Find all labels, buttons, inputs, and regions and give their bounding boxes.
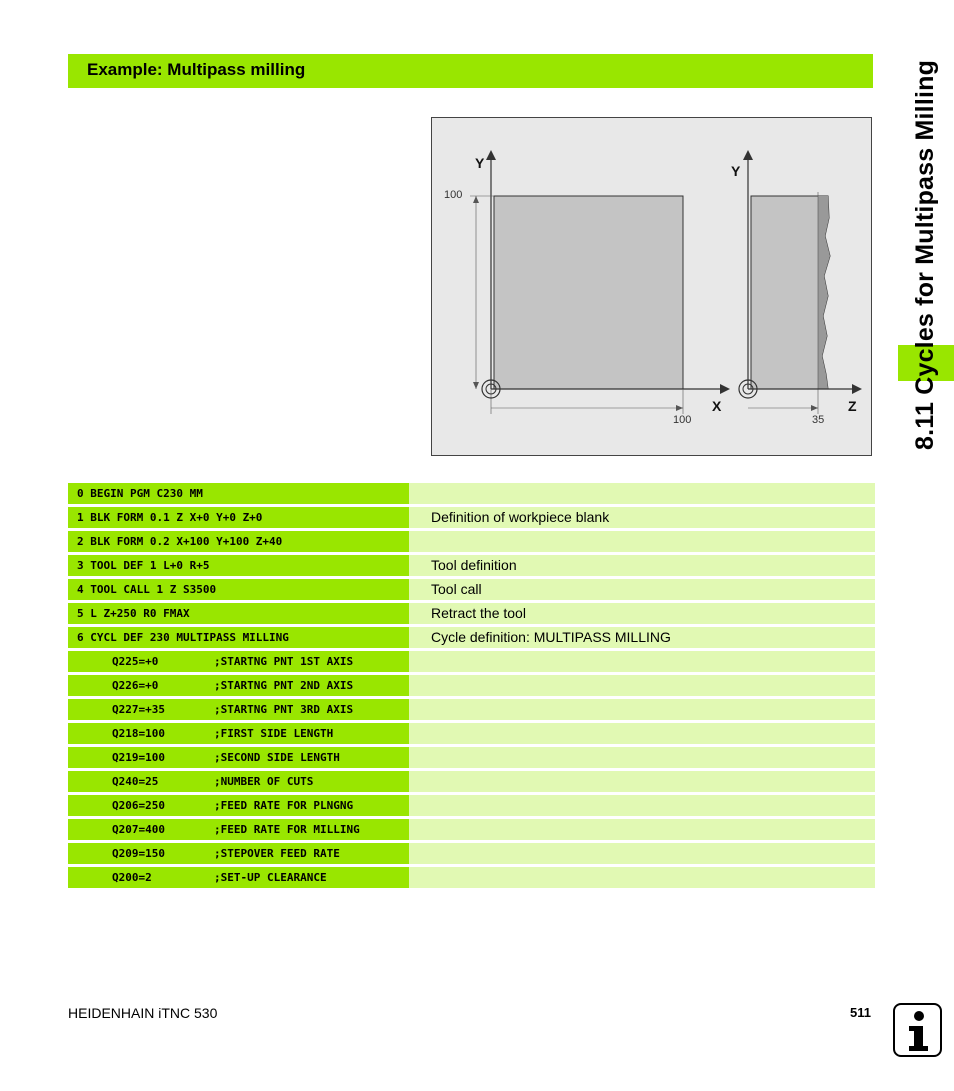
nc-program-table bbox=[68, 483, 875, 891]
program-row bbox=[68, 867, 875, 891]
program-row bbox=[68, 627, 875, 651]
parameter-comment: ;STARTNG PNT 3RD AXIS bbox=[214, 703, 354, 716]
program-row bbox=[68, 747, 875, 771]
cycle-parameter: Q219=100 bbox=[112, 751, 165, 764]
cycle-parameter: Q225=+0 bbox=[112, 655, 159, 668]
dim-y-label: 100 bbox=[444, 189, 463, 201]
z-axis-label: Z bbox=[848, 398, 857, 414]
parameter-comment: ;FEED RATE FOR PLNGNG bbox=[214, 799, 354, 812]
workpiece-xy-view bbox=[494, 196, 683, 389]
chapter-title: 8.11 Cycles for Multipass Milling bbox=[911, 59, 939, 450]
program-row bbox=[68, 507, 875, 531]
parameter-comment: ;STARTNG PNT 2ND AXIS bbox=[214, 679, 354, 692]
program-row bbox=[68, 675, 875, 699]
program-row bbox=[68, 819, 875, 843]
section-title: Example: Multipass milling bbox=[87, 60, 306, 79]
parameter-comment: ;SECOND SIDE LENGTH bbox=[214, 751, 340, 764]
program-code: 1 BLK FORM 0.1 Z X+0 Y+0 Z+0 bbox=[77, 511, 263, 524]
footer-product: HEIDENHAIN iTNC 530 bbox=[68, 1005, 218, 1021]
workpiece-figure bbox=[431, 117, 872, 456]
program-row bbox=[68, 771, 875, 795]
program-description: Definition of workpiece blank bbox=[431, 509, 610, 525]
program-row bbox=[68, 531, 875, 555]
program-row bbox=[68, 699, 875, 723]
program-row bbox=[68, 723, 875, 747]
program-description: Retract the tool bbox=[431, 605, 526, 621]
program-description: Cycle definition: MULTIPASS MILLING bbox=[431, 629, 671, 645]
parameter-comment: ;NUMBER OF CUTS bbox=[214, 775, 314, 788]
cycle-parameter: Q209=150 bbox=[112, 847, 165, 860]
parameter-comment: ;SET-UP CLEARANCE bbox=[214, 871, 327, 884]
program-code: 0 BEGIN PGM C230 MM bbox=[77, 487, 203, 500]
cycle-parameter: Q200=2 bbox=[112, 871, 152, 884]
program-code: 3 TOOL DEF 1 L+0 R+5 bbox=[77, 559, 210, 572]
program-row bbox=[68, 795, 875, 819]
program-code: 6 CYCL DEF 230 MULTIPASS MILLING bbox=[77, 631, 289, 644]
program-row bbox=[68, 603, 875, 627]
cycle-parameter: Q218=100 bbox=[112, 727, 165, 740]
page-number: 511 bbox=[850, 1005, 871, 1020]
program-code: 2 BLK FORM 0.2 X+100 Y+100 Z+40 bbox=[77, 535, 283, 548]
program-code: 5 L Z+250 R0 FMAX bbox=[77, 607, 190, 620]
dim-z-label: 35 bbox=[812, 414, 825, 426]
y-axis-label: Y bbox=[475, 155, 485, 171]
dim-x-label: 100 bbox=[673, 414, 692, 426]
program-row bbox=[68, 651, 875, 675]
workpiece-drawing bbox=[432, 118, 873, 457]
parameter-comment: ;STEPOVER FEED RATE bbox=[214, 847, 340, 860]
program-code: 4 TOOL CALL 1 Z S3500 bbox=[77, 583, 217, 596]
parameter-comment: ;STARTNG PNT 1ST AXIS bbox=[214, 655, 354, 668]
program-row bbox=[68, 555, 875, 579]
program-description: Tool definition bbox=[431, 557, 517, 573]
section-header bbox=[68, 54, 873, 88]
x-axis-label: X bbox=[712, 398, 722, 414]
cycle-parameter: Q207=400 bbox=[112, 823, 165, 836]
y2-axis-label: Y bbox=[731, 163, 741, 179]
cycle-parameter: Q226=+0 bbox=[112, 679, 159, 692]
info-icon bbox=[893, 1003, 942, 1057]
parameter-comment: ;FEED RATE FOR MILLING bbox=[214, 823, 360, 836]
cycle-parameter: Q206=250 bbox=[112, 799, 165, 812]
cycle-parameter: Q240=25 bbox=[112, 775, 159, 788]
program-row bbox=[68, 843, 875, 867]
parameter-comment: ;FIRST SIDE LENGTH bbox=[214, 727, 334, 740]
cycle-parameter: Q227=+35 bbox=[112, 703, 165, 716]
program-row bbox=[68, 483, 875, 507]
program-description: Tool call bbox=[431, 581, 482, 597]
program-row bbox=[68, 579, 875, 603]
